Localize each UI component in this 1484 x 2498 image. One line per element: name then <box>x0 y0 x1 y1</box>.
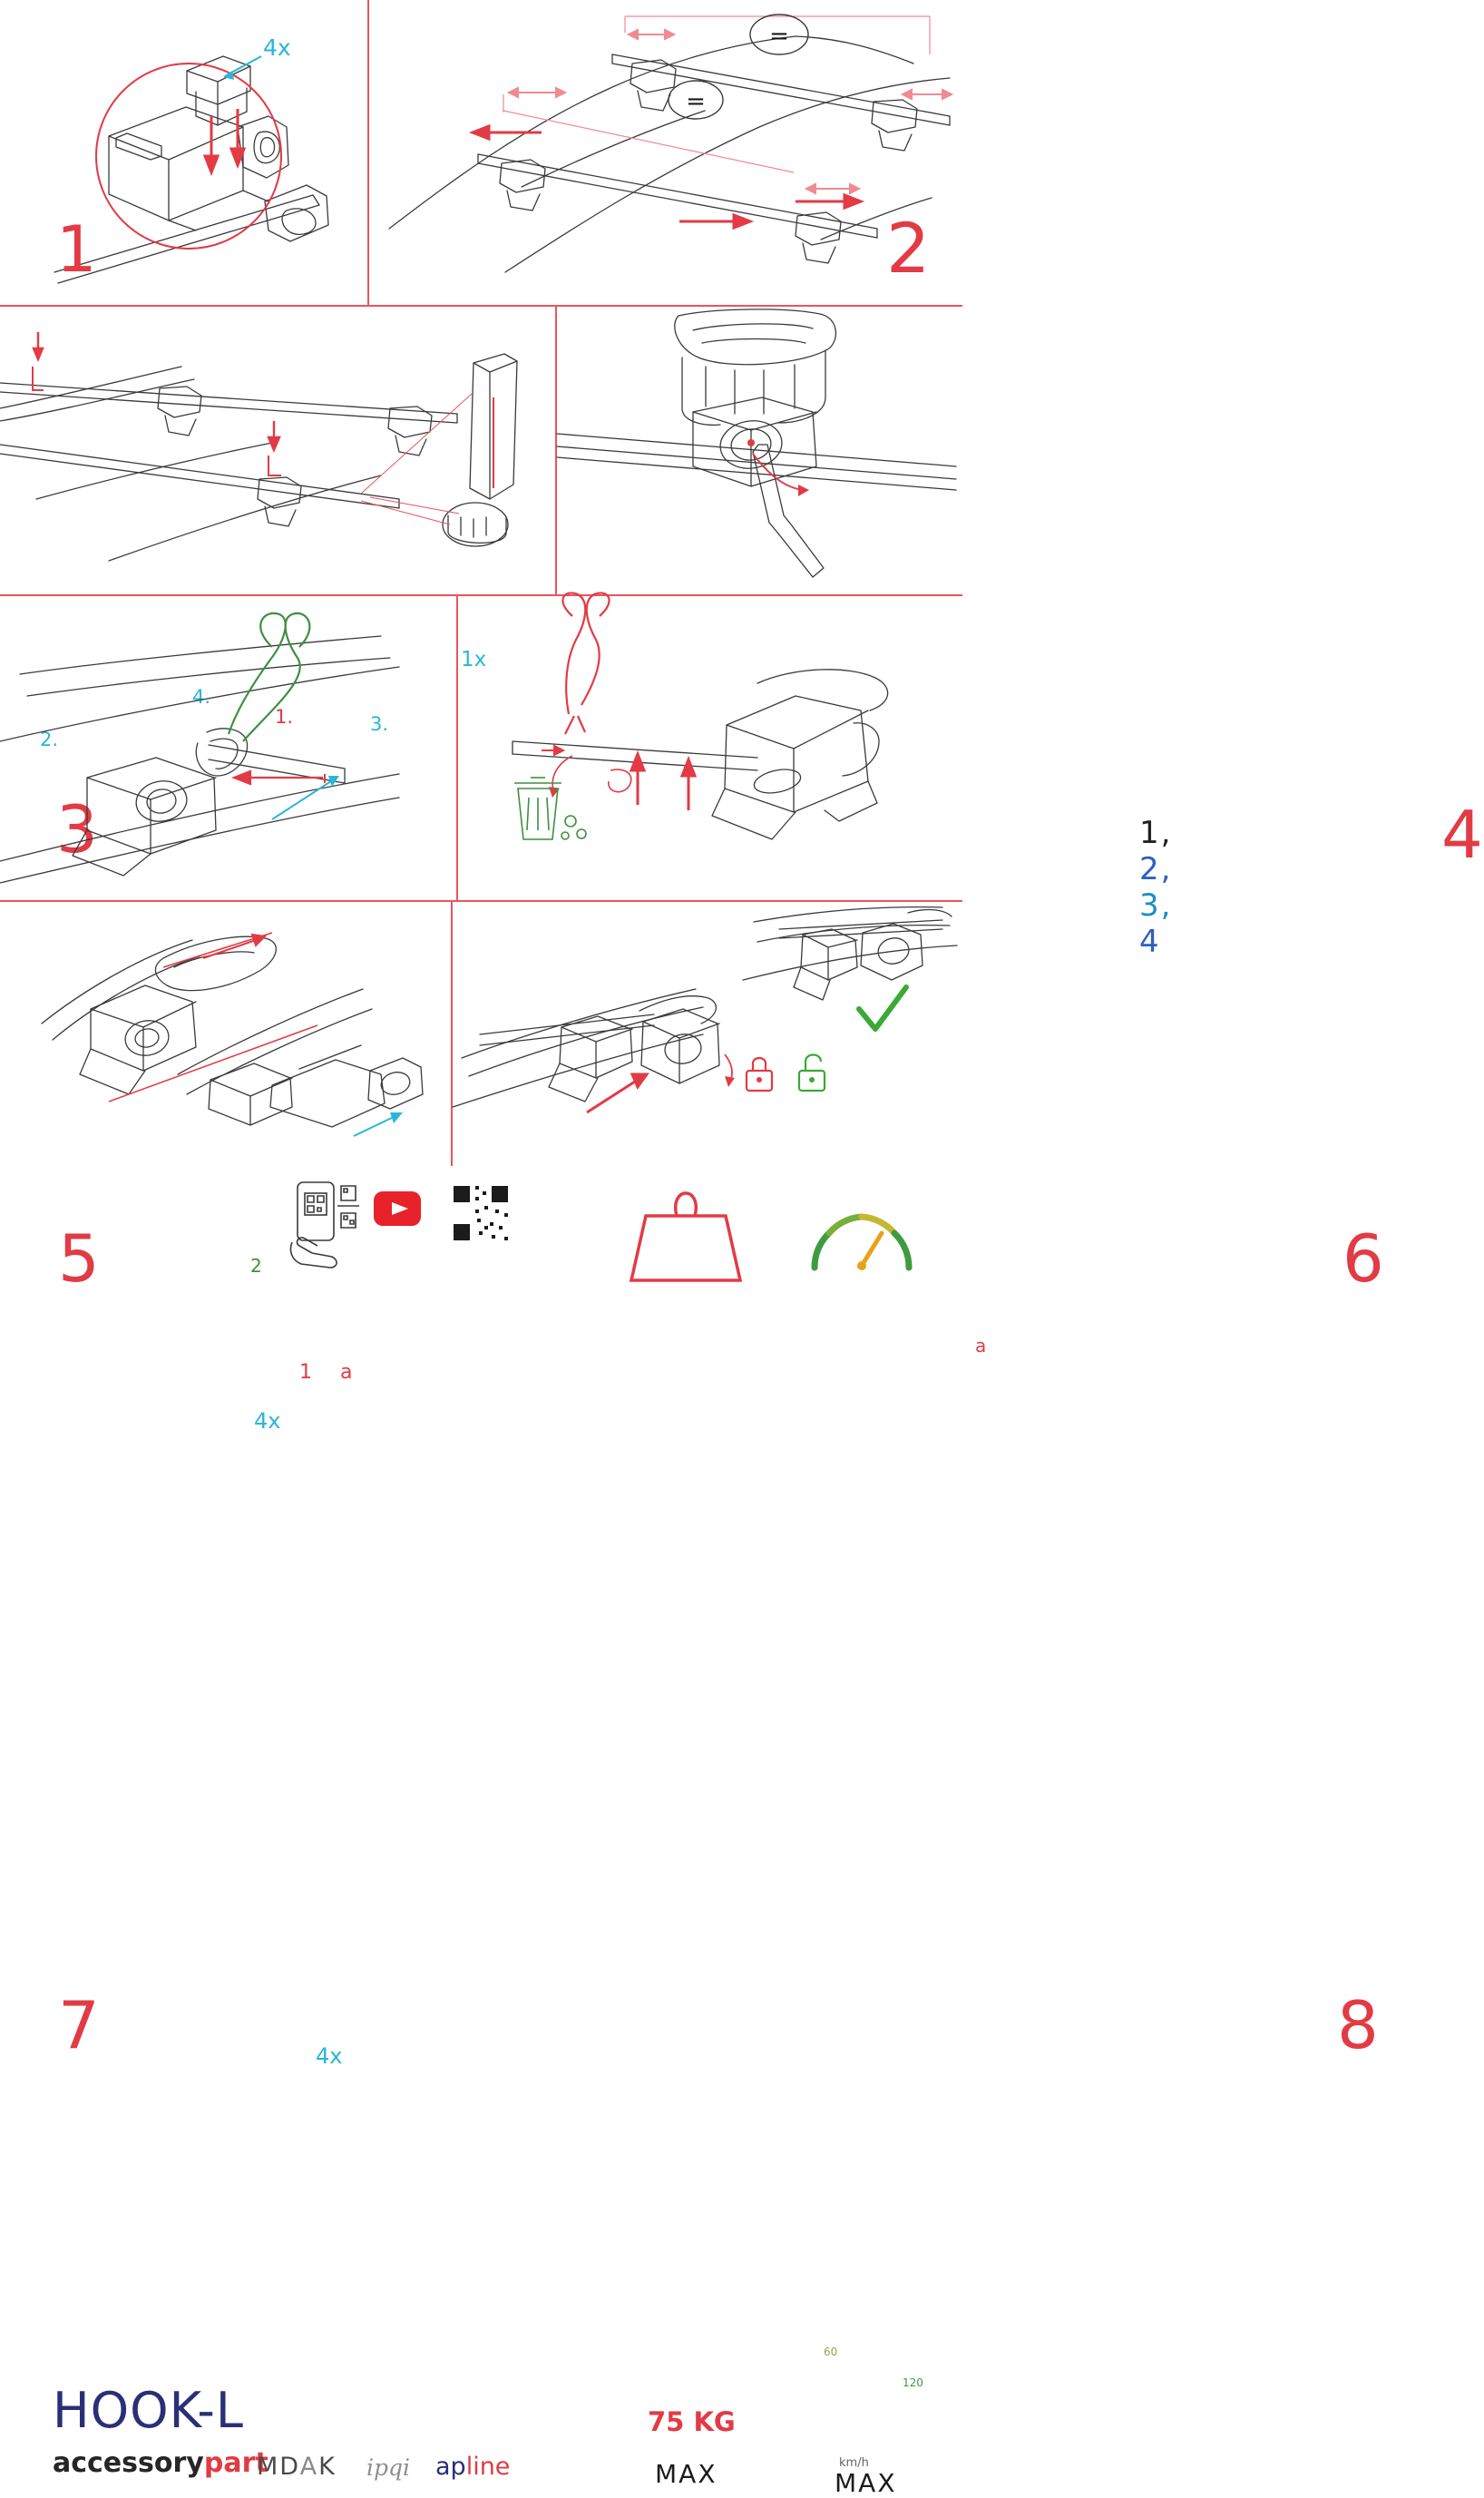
callout-sequence-step4 <box>1139 815 1172 960</box>
step-4-illustration <box>557 307 962 594</box>
step-2-panel <box>369 0 962 305</box>
step-number-7: 7 <box>58 1987 101 2063</box>
max-load-label: MAX <box>655 2459 718 2489</box>
svg-text:=: = <box>686 88 706 115</box>
callout-4x-step5: 4x <box>254 1408 281 1434</box>
brand-suffix: part <box>203 2447 268 2479</box>
callout-4x-step7: 4x <box>316 2043 343 2069</box>
step-8-illustration <box>453 902 962 1166</box>
step-6-panel <box>458 596 1385 1357</box>
step-6-illustration <box>458 596 962 900</box>
callout-order-3-step3: 3. <box>370 713 389 735</box>
logo-apline-b: line <box>465 2453 511 2481</box>
callout-order-2-step3: 2. <box>40 729 59 750</box>
max-load-value: 75 KG <box>648 2406 736 2437</box>
logo-mdak-c: K <box>318 2453 337 2481</box>
gauge-tick-low: 60 <box>824 2346 838 2358</box>
logo-mdak-a: MD <box>257 2453 300 2481</box>
step-3-illustration <box>0 307 555 594</box>
product-title: HOOK-L <box>53 2382 244 2439</box>
step-5-illustration <box>0 596 456 900</box>
step-5-panel <box>0 596 456 1434</box>
step-number-2: 2 <box>886 208 932 289</box>
logo-mdak <box>257 2453 337 2481</box>
callout-1x-step3: 1x <box>461 648 487 671</box>
speedometer-icon <box>815 1217 909 1270</box>
step-7-panel <box>0 902 451 2069</box>
callout-order-2-step5: 2 <box>250 1255 262 1277</box>
callout-order-1-step5: 1 <box>299 1361 312 1384</box>
step-7-illustration <box>0 902 451 1166</box>
brand-prefix: accessory <box>53 2447 204 2479</box>
callout-4x-step1: 4x <box>263 34 291 61</box>
step-number-8: 8 <box>1337 1987 1380 2063</box>
qr-code-icon <box>450 1182 512 1244</box>
step-number-4: 4 <box>1441 797 1484 873</box>
callout-order-4-step3: 4. <box>192 686 211 708</box>
step-2-illustration <box>369 0 962 305</box>
logo-apline <box>435 2453 510 2481</box>
callout-marker-a-step5: a <box>340 1361 353 1384</box>
step-1-panel <box>0 0 367 305</box>
highlight-circle <box>96 64 281 249</box>
footer-graphics <box>0 1166 962 1361</box>
logo-ipqi: ipqi <box>366 2454 410 2481</box>
callout-order-1-step3: 1. <box>275 706 294 728</box>
svg-text:=: = <box>769 23 789 50</box>
weight-icon <box>631 1193 740 1280</box>
seq-item-1: 1, <box>1139 815 1173 851</box>
step-3-panel <box>0 307 555 867</box>
max-speed-unit: km/h <box>839 2456 869 2470</box>
seq-item-4: 4 <box>1139 924 1161 960</box>
step-number-6: 6 <box>1342 1220 1385 1297</box>
gauge-tick-high: 120 <box>903 2376 923 2389</box>
step-number-5: 5 <box>58 1220 101 1297</box>
callout-marker-a-step6: a <box>975 1335 987 1357</box>
max-speed-label: MAX <box>835 2468 897 2498</box>
logo-mdak-b: A <box>299 2453 319 2481</box>
step-4-panel <box>557 307 1484 960</box>
qr-scan-phone-icon <box>290 1182 359 1268</box>
step-8-panel <box>453 902 1380 2063</box>
logo-apline-a: ap <box>435 2453 466 2481</box>
seq-item-2: 2, <box>1139 851 1173 887</box>
step-1-illustration <box>0 0 367 305</box>
step-number-3: 3 <box>56 791 99 867</box>
step-number-1: 1 <box>56 212 98 287</box>
youtube-icon <box>374 1191 421 1226</box>
seq-item-3: 3, <box>1139 887 1173 924</box>
brand-wordmark <box>53 2447 268 2479</box>
